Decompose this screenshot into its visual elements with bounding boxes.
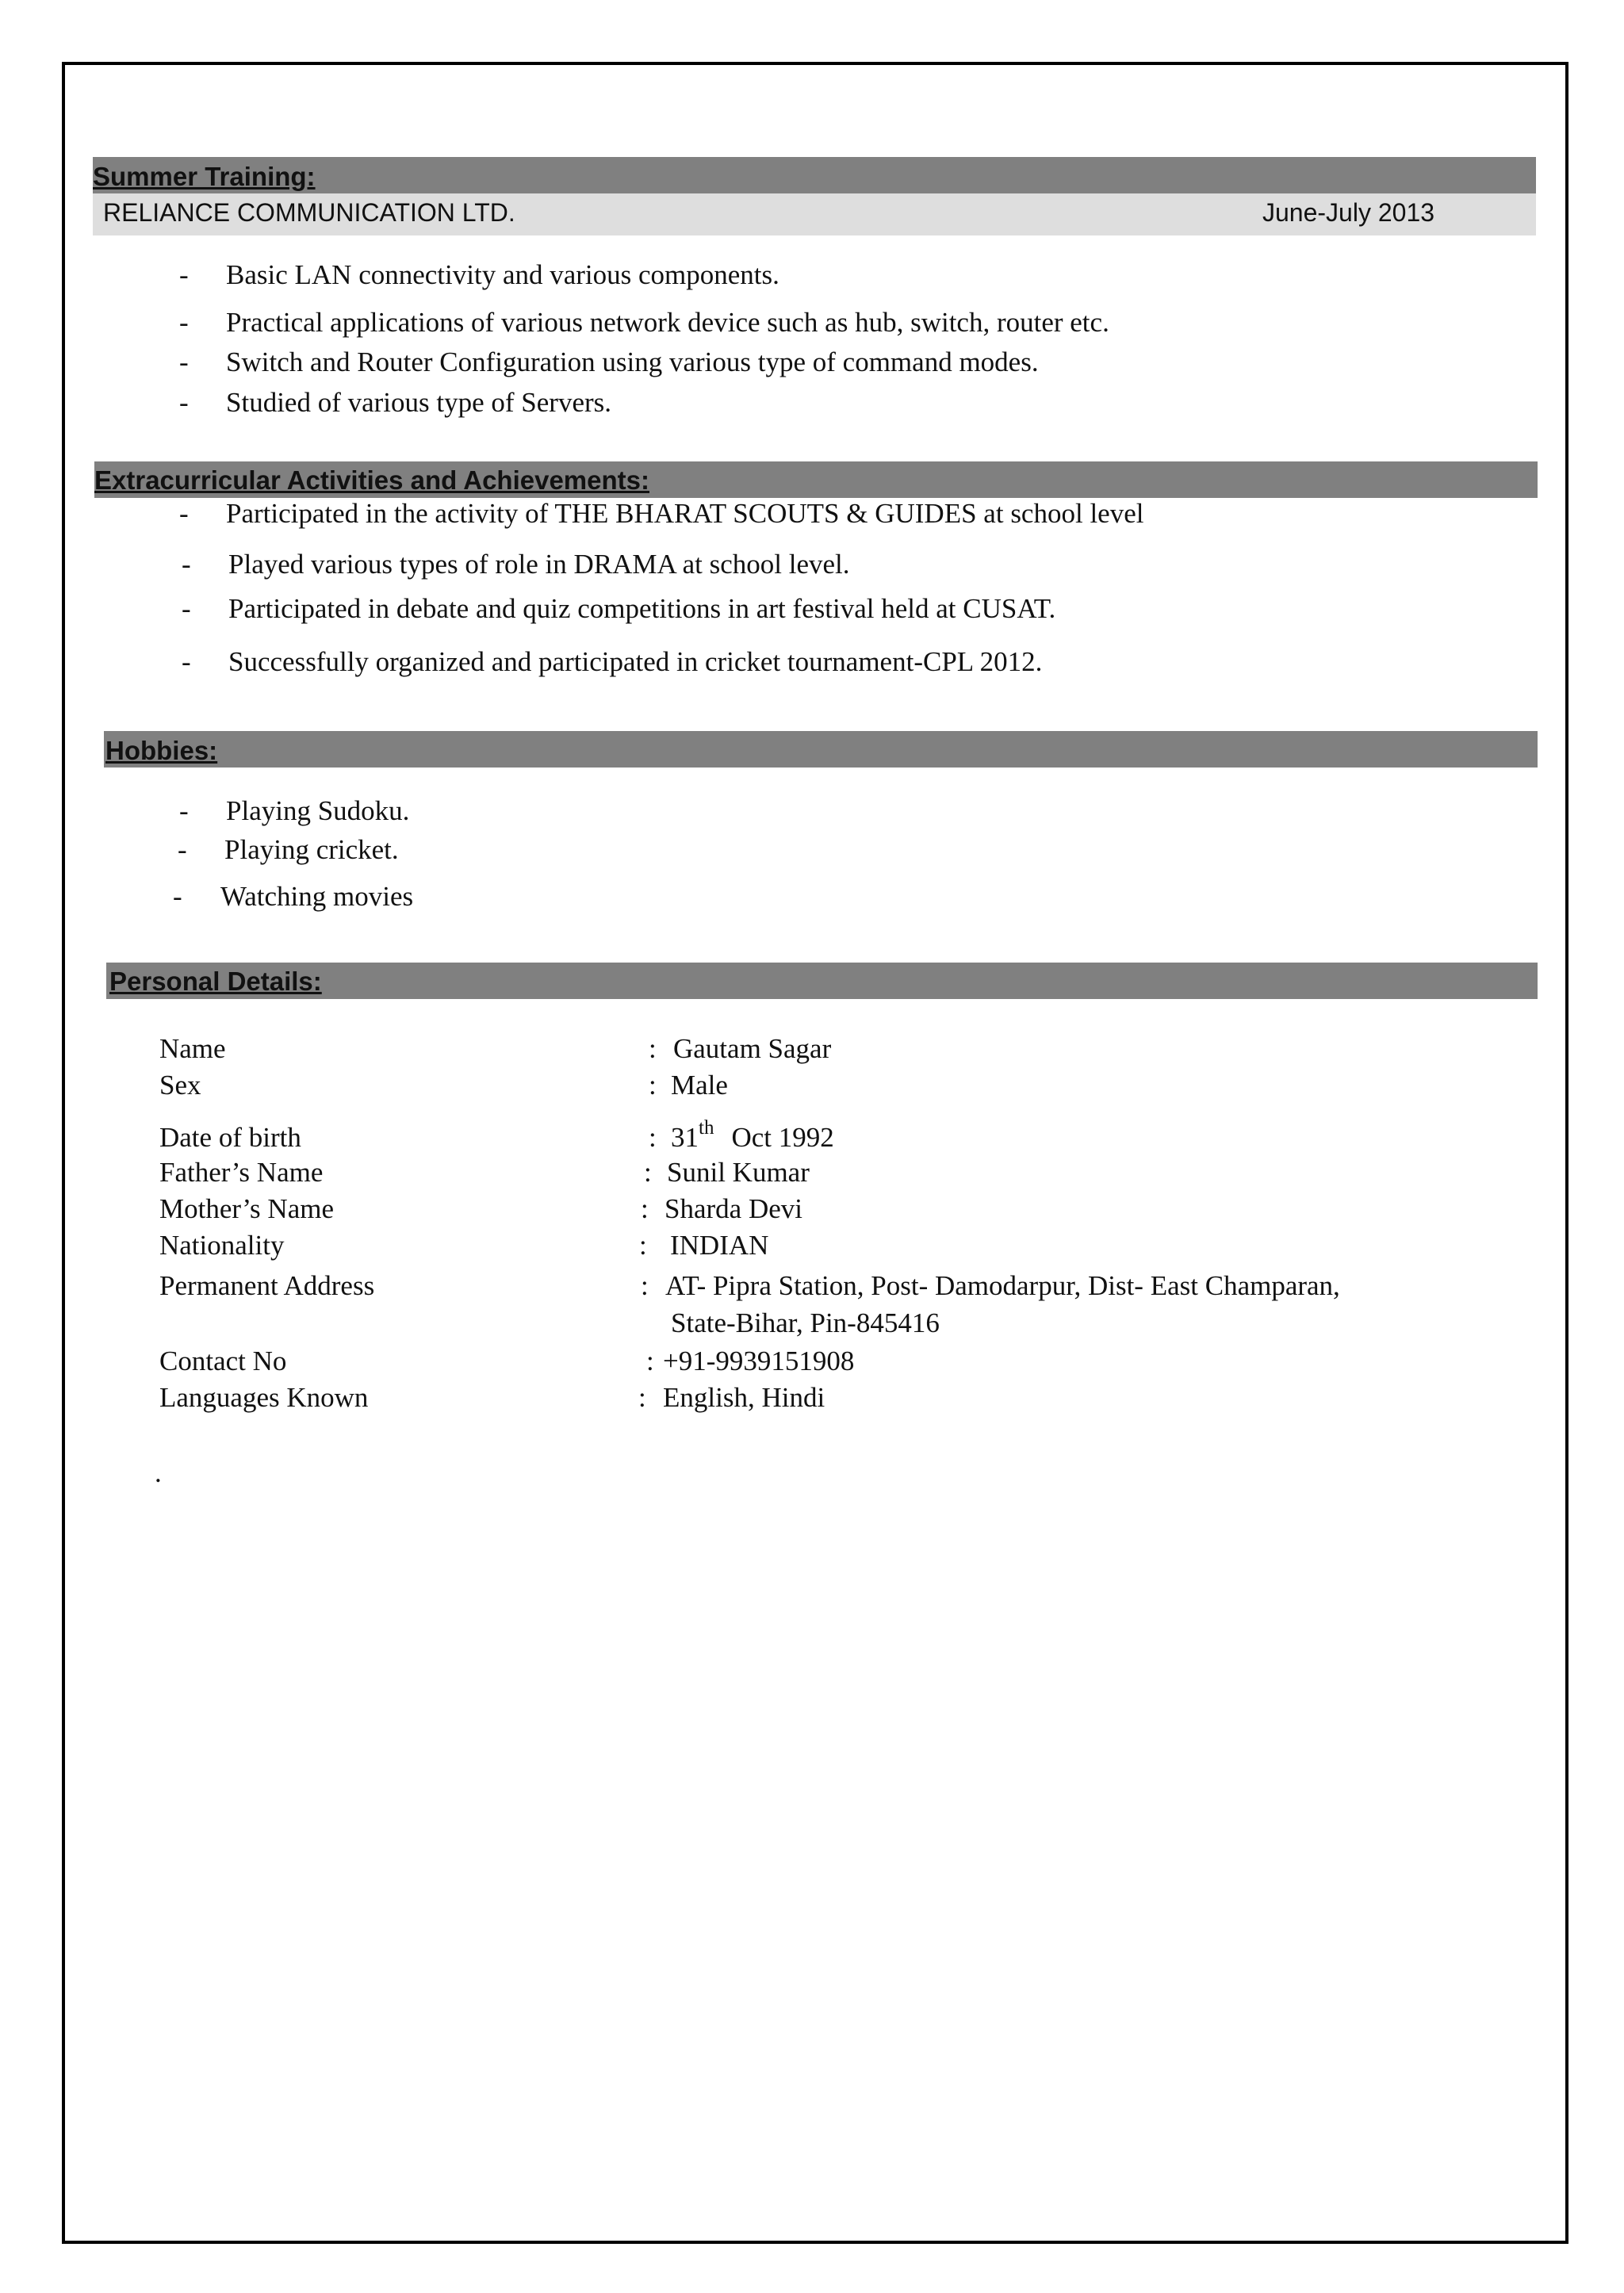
activity-item: Participated in debate and quiz competitions in art festival held at CUSAT.	[228, 593, 1056, 624]
hobby-item: Playing Sudoku.	[226, 795, 410, 826]
training-item: Studied of various type of Servers.	[226, 387, 612, 418]
contact-value: +91-9939151908	[663, 1346, 855, 1376]
address-line-1: AT- Pipra Station, Post- Damodarpur, Dist- East Champaran,	[665, 1270, 1340, 1301]
extracurricular-title: Extracurricular Activities and Achievements:	[94, 465, 649, 495]
activity-item: Played various types of role in DRAMA at school level.	[228, 549, 850, 580]
training-item: Practical applications of various network device such as hub, switch, router etc.	[226, 307, 1109, 338]
dob-day-suffix: th	[699, 1117, 714, 1139]
training-period: June-July 2013	[1262, 198, 1435, 227]
nationality-value: INDIAN	[670, 1230, 769, 1261]
sex-value: Male	[671, 1070, 728, 1101]
sex-label: Sex	[159, 1070, 201, 1101]
dob-separator: :	[649, 1122, 657, 1153]
bullet-dash: -	[182, 646, 191, 677]
mother-value: Sharda Devi	[665, 1193, 802, 1224]
father-value: Sunil Kumar	[667, 1157, 810, 1188]
hobby-item: Watching movies	[220, 881, 414, 912]
contact-separator: :	[646, 1346, 654, 1376]
company-name: RELIANCE COMMUNICATION LTD.	[103, 198, 515, 227]
hobbies-title: Hobbies:	[105, 736, 218, 765]
father-label: Father’s Name	[159, 1157, 324, 1188]
name-label: Name	[159, 1033, 226, 1064]
dob-rest: Oct 1992	[731, 1122, 834, 1153]
bullet-dash: -	[179, 387, 189, 418]
nationality-separator: :	[639, 1230, 647, 1261]
name-value: Gautam Sagar	[673, 1033, 832, 1064]
address-line-2: State-Bihar, Pin-845416	[671, 1307, 940, 1338]
dob-day: 31	[671, 1122, 699, 1153]
father-separator: :	[644, 1157, 652, 1188]
bullet-dash: -	[182, 549, 191, 580]
bullet-dash: -	[182, 593, 191, 624]
bullet-dash: -	[179, 307, 189, 338]
activity-item: Participated in the activity of THE BHARAT SCOUTS & GUIDES at school level	[226, 498, 1144, 529]
mother-separator: :	[641, 1193, 649, 1224]
address-separator: :	[641, 1270, 649, 1301]
bullet-dash: -	[179, 498, 189, 529]
summer-training-title: Summer Training:	[93, 162, 316, 191]
bullet-dash: -	[173, 881, 182, 912]
personal-details-title: Personal Details:	[109, 967, 322, 996]
bullet-dash: -	[179, 795, 189, 826]
sex-separator: :	[649, 1070, 657, 1101]
languages-separator: :	[638, 1382, 646, 1413]
languages-label: Languages Known	[159, 1382, 369, 1413]
contact-label: Contact No	[159, 1346, 287, 1376]
bullet-dash: -	[179, 346, 189, 377]
hobbies-header-bar	[104, 731, 1538, 768]
bullet-dash: -	[179, 259, 189, 290]
dob-label: Date of birth	[159, 1122, 301, 1153]
trailing-dot: .	[155, 1457, 162, 1488]
bullet-dash: -	[178, 834, 187, 865]
address-label: Permanent Address	[159, 1270, 375, 1301]
training-item: Switch and Router Configuration using various type of command modes.	[226, 346, 1039, 377]
hobby-item: Playing cricket.	[224, 834, 399, 865]
name-separator: :	[649, 1033, 657, 1064]
dob-value	[671, 1117, 834, 1154]
mother-label: Mother’s Name	[159, 1193, 334, 1224]
languages-value: English, Hindi	[663, 1382, 825, 1413]
training-item: Basic LAN connectivity and various components.	[226, 259, 779, 290]
activity-item: Successfully organized and participated in cricket tournament-CPL 2012.	[228, 646, 1043, 677]
nationality-label: Nationality	[159, 1230, 285, 1261]
